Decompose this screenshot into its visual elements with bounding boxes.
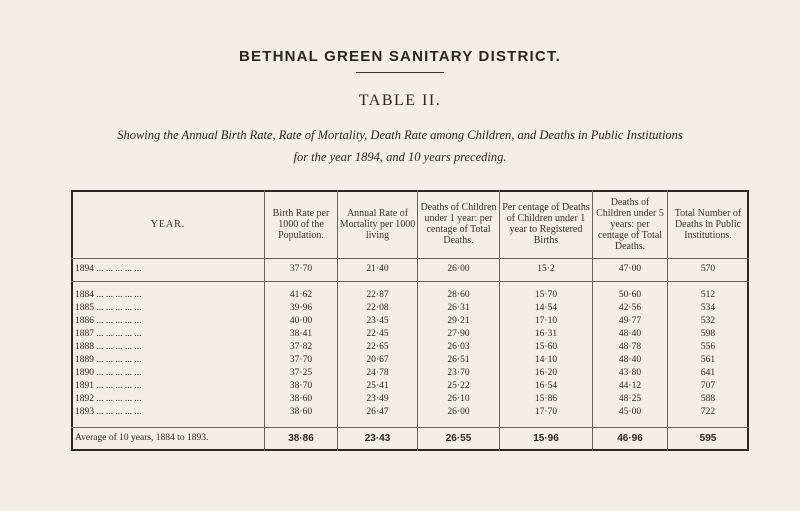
- column-header-deaths-under-1: Deaths of Children under 1 year: per centage of Total Deaths.: [420, 202, 497, 246]
- row-year-label: 1891 ... ... ... ... ...: [75, 381, 142, 391]
- table-cell: 42·56: [618, 303, 642, 313]
- table-cell: 15·60: [534, 342, 558, 352]
- column-divider: [337, 190, 338, 451]
- table-cell: 38·41: [289, 329, 313, 339]
- current-year-rule: [71, 281, 749, 282]
- table-cell: 534: [700, 303, 716, 313]
- column-header-birth-rate: Birth Rate per 1000 of the Population.: [272, 207, 330, 241]
- average-rule: [71, 427, 749, 428]
- table-cell: 37·70: [289, 264, 313, 274]
- table-cell: 26·00: [447, 407, 470, 417]
- table-cell: 15·70: [534, 290, 558, 300]
- table-cell: 26·51: [447, 355, 470, 365]
- column-divider: [499, 190, 500, 451]
- column-header-mortality-rate: Annual Rate of Mortality per 1000 living: [339, 207, 416, 241]
- table-cell: 48·40: [618, 329, 642, 339]
- column-header-deaths-under-5: Deaths of Children under 5 years: per centage of Total Deaths.: [596, 196, 664, 252]
- column-divider: [592, 190, 593, 451]
- table-cell: 15·86: [534, 394, 558, 404]
- table-cell: 26·03: [447, 342, 470, 352]
- average-cell: 23·43: [364, 433, 391, 444]
- table-cell: 37·70: [289, 355, 313, 365]
- average-cell: 15·96: [533, 433, 559, 444]
- table-cell: 22·08: [366, 303, 389, 313]
- table-cell: 37·25: [289, 368, 313, 378]
- table-cell: 25·22: [447, 381, 470, 391]
- table-cell: 40·00: [289, 316, 313, 326]
- table-cell: 23·45: [366, 316, 389, 326]
- row-year-label: 1892 ... ... ... ... ...: [75, 394, 142, 404]
- table-cell: 29·21: [447, 316, 470, 326]
- table-cell: 38·70: [289, 381, 313, 391]
- column-header-public-institutions: Total Number of Deaths in Public Institutions.: [674, 207, 742, 241]
- average-cell: 38·86: [288, 433, 314, 444]
- table-cell: 41·62: [289, 290, 313, 300]
- table-cell: 24·78: [366, 368, 389, 378]
- table-cell: 20·67: [366, 355, 389, 365]
- table-cell: 17·70: [534, 407, 558, 417]
- table-cell: 39·96: [289, 303, 313, 313]
- table-cell: 17·10: [534, 316, 558, 326]
- table-subtitle: [40, 124, 760, 168]
- table-cell: 38·60: [289, 407, 313, 417]
- subtitle-line-1: Showing the Annual Birth Rate, Rate of Mortality, Death Rate among Children, and Deaths in Public Institutions: [117, 128, 683, 142]
- table-title: TABLE II.: [358, 92, 442, 109]
- subtitle-line-2: for the year 1894, and 10 years preceding.: [293, 150, 507, 164]
- table-cell: 47·00: [618, 264, 642, 274]
- average-cell: 595: [699, 433, 717, 444]
- table-cell: 48·78: [618, 342, 642, 352]
- table-cell: 22·87: [366, 290, 389, 300]
- table-cell: 28·60: [447, 290, 470, 300]
- table-cell: 49·77: [618, 316, 642, 326]
- row-year-label: 1894 ... ... ... ... ...: [75, 264, 142, 274]
- column-header-year: YEAR.: [150, 218, 186, 230]
- average-cell: 46·96: [617, 433, 643, 444]
- row-year-label: 1884 ... ... ... ... ...: [75, 290, 142, 300]
- table-cell: 570: [700, 264, 716, 274]
- average-row-label: Average of 10 years, 1884 to 1893.: [75, 433, 209, 443]
- average-cell: 26·55: [445, 433, 472, 444]
- table-cell: 50·60: [618, 290, 642, 300]
- table-cell: 23·70: [447, 368, 470, 378]
- table-cell: 707: [700, 381, 716, 391]
- column-header-deaths-under-1-births: Per centage of Deaths of Children under 1 year to Registered Births: [502, 202, 590, 246]
- table-cell: 44·12: [618, 381, 642, 391]
- table-cell: 23·49: [366, 394, 389, 404]
- row-year-label: 1885 ... ... ... ... ...: [75, 303, 142, 313]
- table-cell: 641: [700, 368, 716, 378]
- table-cell: 532: [700, 316, 716, 326]
- table-cell: 22·45: [366, 329, 389, 339]
- table-cell: 16·54: [534, 381, 558, 391]
- table-cell: 512: [700, 290, 716, 300]
- row-year-label: 1893 ... ... ... ... ...: [75, 407, 142, 417]
- column-divider: [264, 190, 265, 451]
- table-cell: 14·54: [534, 303, 558, 313]
- table-cell: 722: [700, 407, 716, 417]
- table-cell: 37·82: [289, 342, 313, 352]
- row-year-label: 1886 ... ... ... ... ...: [75, 316, 142, 326]
- table-cell: 26·31: [447, 303, 470, 313]
- table-cell: 14·10: [534, 355, 558, 365]
- table-cell: 38·60: [289, 394, 313, 404]
- row-year-label: 1887 ... ... ... ... ...: [75, 329, 142, 339]
- table-cell: 21·40: [366, 264, 389, 274]
- table-cell: 48·40: [618, 355, 642, 365]
- table-cell: 26·00: [447, 264, 470, 274]
- table-cell: 16·31: [534, 329, 558, 339]
- table-cell: 598: [700, 329, 716, 339]
- row-year-label: 1890 ... ... ... ... ...: [75, 368, 142, 378]
- table-cell: 43·80: [618, 368, 642, 378]
- table-cell: 22·65: [366, 342, 389, 352]
- table-cell: 45·00: [618, 407, 642, 417]
- table-cell: 588: [700, 394, 716, 404]
- header-rule: [71, 258, 749, 259]
- table-cell: 556: [700, 342, 716, 352]
- table-cell: 15·2: [537, 264, 555, 274]
- row-year-label: 1889 ... ... ... ... ...: [75, 355, 142, 365]
- table-cell: 16·20: [534, 368, 558, 378]
- table-cell: 26·47: [366, 407, 389, 417]
- district-heading: BETHNAL GREEN SANITARY DISTRICT.: [238, 48, 562, 65]
- table-cell: 25·41: [366, 381, 389, 391]
- table-cell: 27·90: [447, 329, 470, 339]
- column-divider: [417, 190, 418, 451]
- table-cell: 26·10: [447, 394, 470, 404]
- row-year-label: 1888 ... ... ... ... ...: [75, 342, 142, 352]
- table-cell: 561: [700, 355, 716, 365]
- column-divider: [667, 190, 668, 451]
- table-cell: 48·25: [618, 394, 642, 404]
- heading-underline: [356, 72, 444, 73]
